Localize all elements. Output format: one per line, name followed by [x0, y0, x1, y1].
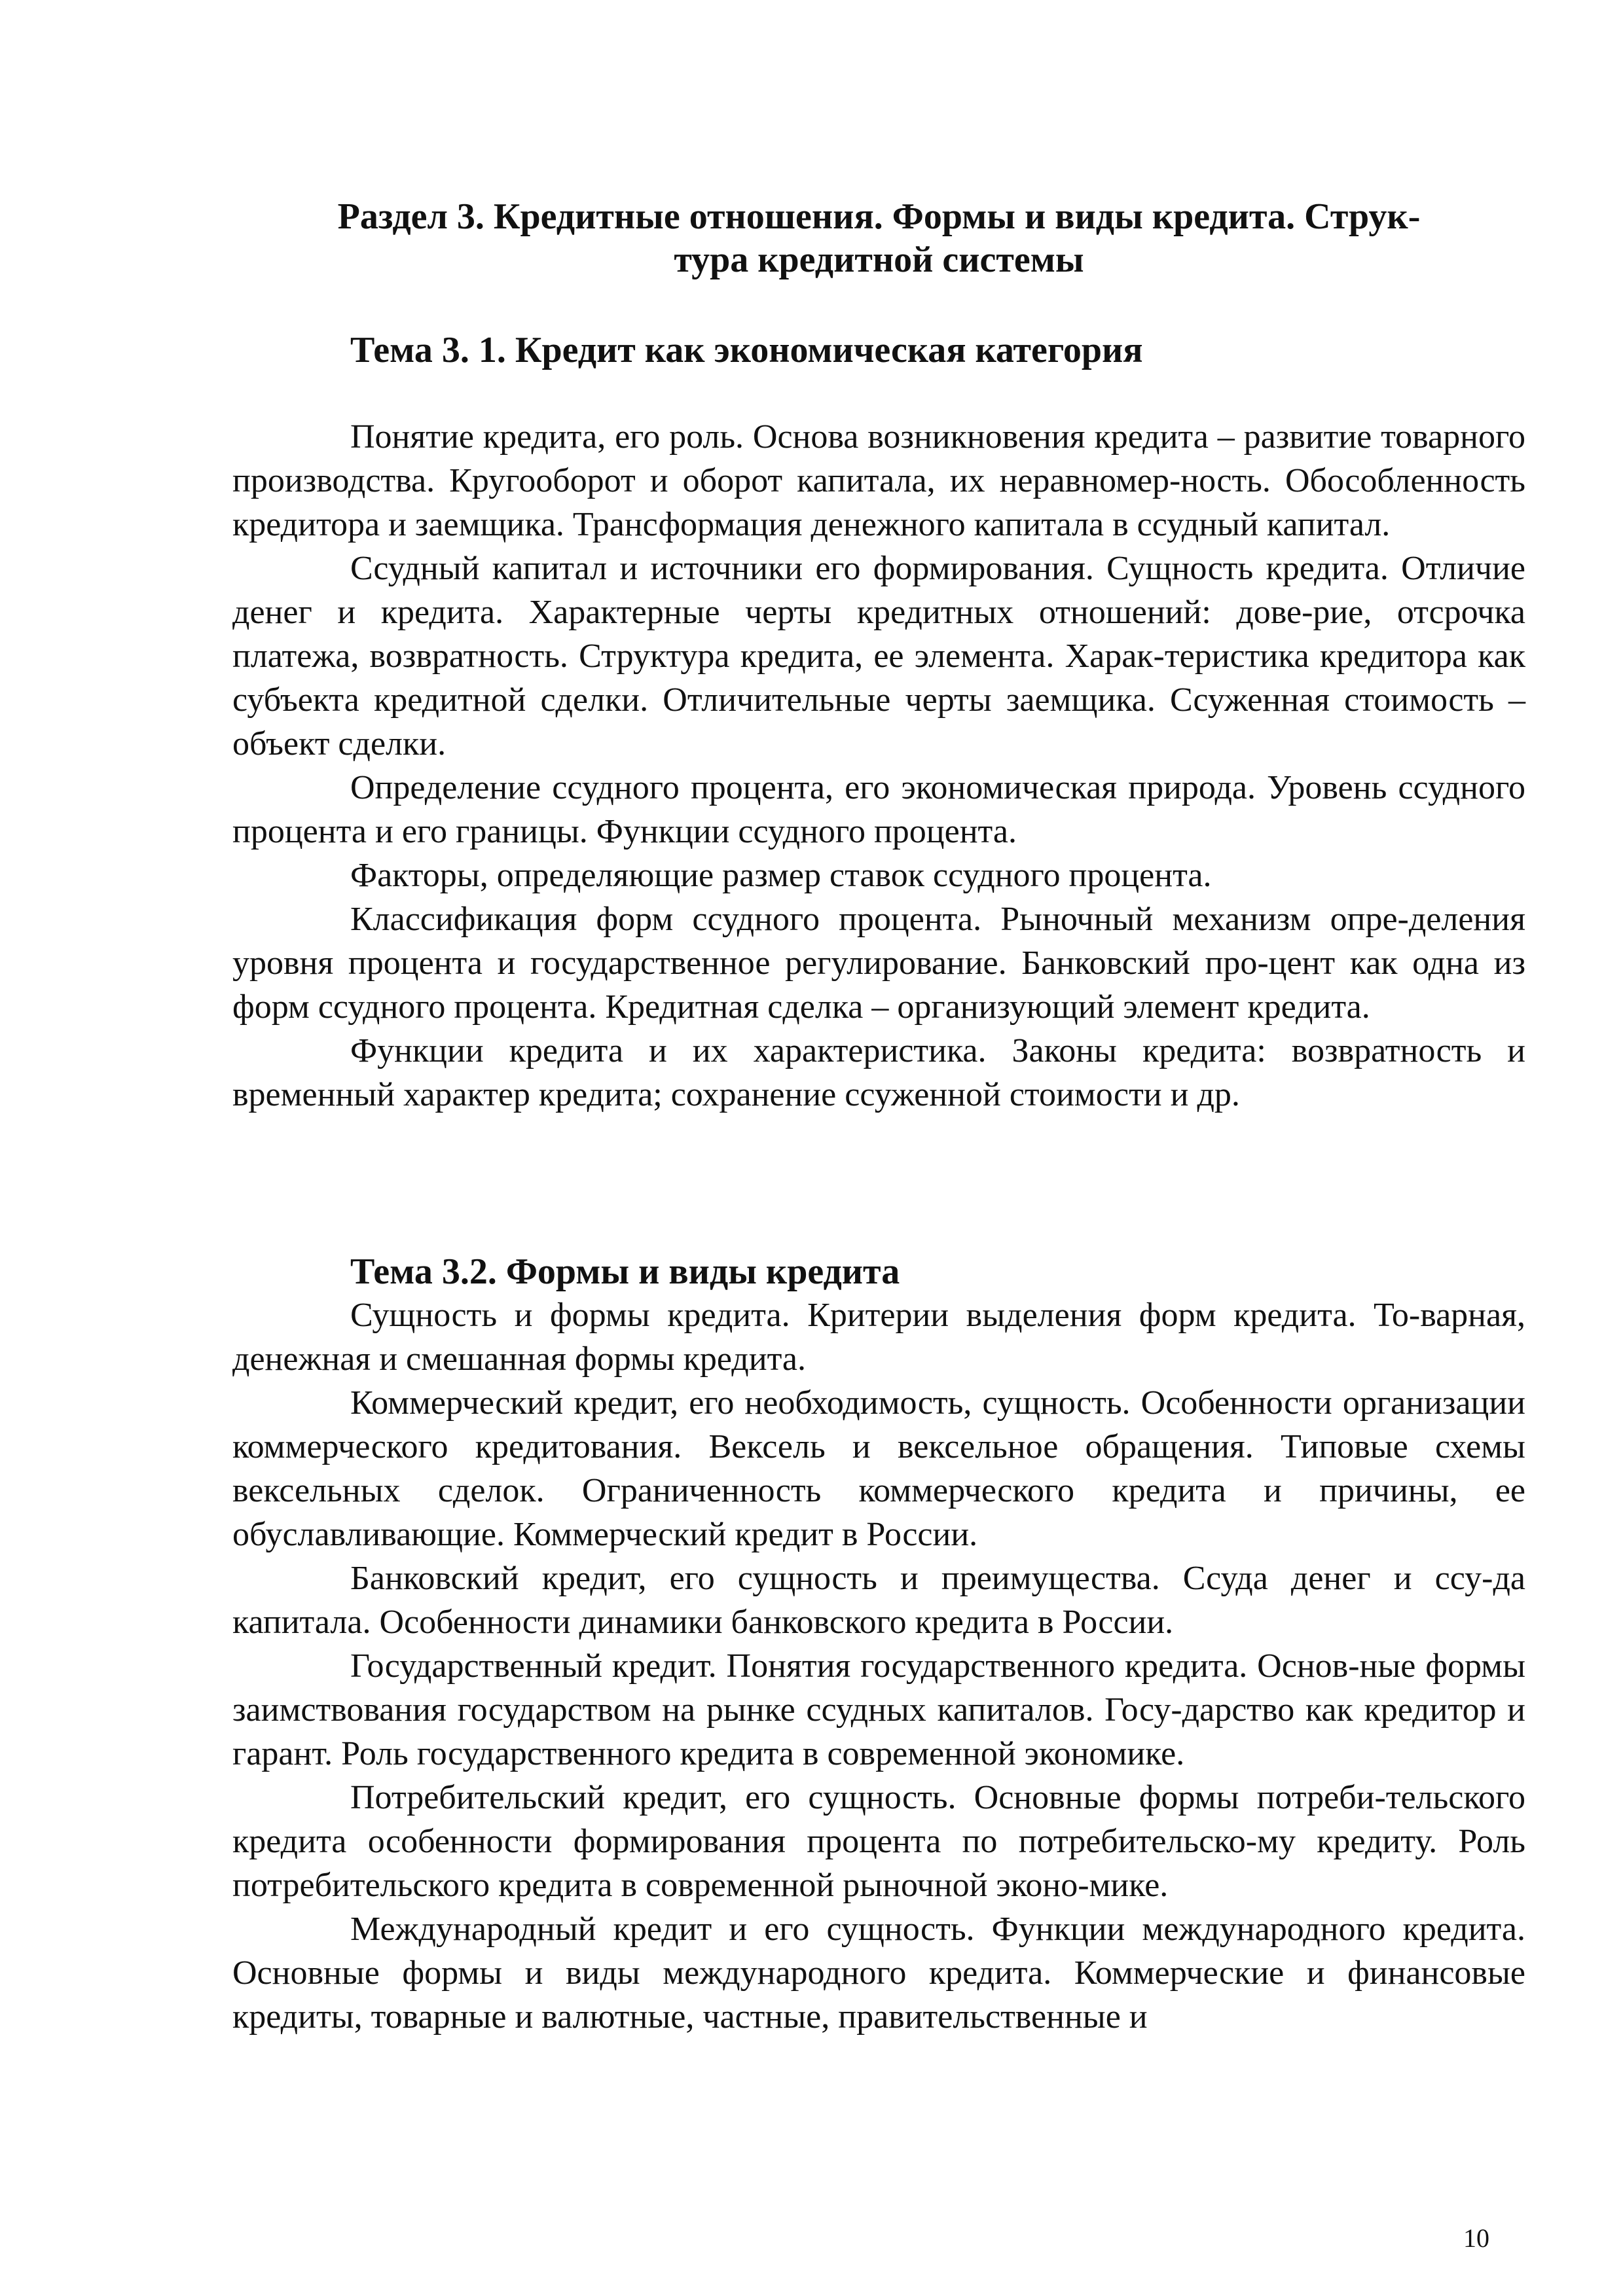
- topic-3-2-body: [232, 1293, 1525, 2039]
- paragraph: Ссудный капитал и источники его формирования. Сущность кредита. Отличие денег и кредита. Характерные черты кредитных отношений: дове-рие, отсрочка платежа, возвратность. Структура кредита, ее элемента. Харак-теристика кредитора как субъекта кредитной сделки. Отличительные черты заемщика. Ссуженная стоимость – объект сделки.: [232, 550, 1525, 762]
- topic-3-2-heading: Тема 3.2. Формы и виды кредита: [350, 1251, 900, 1292]
- page-number: 10: [1463, 2223, 1489, 2253]
- paragraph: Банковский кредит, его сущность и преимущества. Ссуда денег и ссу-да капитала. Особенности динамики банковского кредита в России.: [232, 1560, 1525, 1641]
- paragraph: Функции кредита и их характеристика. Законы кредита: возвратность и временный характер кредита; сохранение ссуженной стоимости и др.: [232, 1032, 1525, 1113]
- paragraph: Факторы, определяющие размер ставок ссудного процента.: [350, 857, 1212, 894]
- paragraph: Государственный кредит. Понятия государственного кредита. Основ-ные формы заимствования государством на рынке ссудных капиталов. Госу-дарство как кредитор и гарант. Роль государственного кредита в современной экономике.: [232, 1647, 1525, 1772]
- section-title-line-2: тура кредитной системы: [674, 240, 1084, 280]
- document-page: [232, 0, 1525, 2296]
- section-title: [232, 195, 1525, 281]
- paragraph: Международный кредит и его сущность. Функции международного кредита. Основные формы и виды международного кредита. Коммерческие и финансовые кредиты, товарные и валютные, частные, правительственные и: [232, 1910, 1525, 2036]
- paragraph: Сущность и формы кредита. Критерии выделения форм кредита. То-варная, денежная и смешанная формы кредита.: [232, 1297, 1525, 1378]
- paragraph: Понятие кредита, его роль. Основа возникновения кредита – развитие товарного производства. Кругооборот и оборот капитала, их неравномер-ность. Обособленность кредитора и заемщика. Трансформация денежного капитала в ссудный капитал.: [232, 418, 1525, 543]
- paragraph: Определение ссудного процента, его экономическая природа. Уровень ссудного процента и его границы. Функции ссудного процента.: [232, 769, 1525, 850]
- section-title-line-1: Раздел 3. Кредитные отношения. Формы и виды кредита. Струк-: [337, 196, 1421, 237]
- topic-3-1-body: [232, 415, 1525, 1117]
- paragraph: Классификация форм ссудного процента. Рыночный механизм опре-деления уровня процента и государственное регулирование. Банковский про-цент как одна из форм ссудного процента. Кредитная сделка – организующий элемент кредита.: [232, 901, 1525, 1026]
- topic-3-1-heading: Тема 3. 1. Кредит как экономическая категория: [350, 330, 1143, 370]
- paragraph: Потребительский кредит, его сущность. Основные формы потреби-тельского кредита особенности формирования процента по потребительско-му кредиту. Роль потребительского кредита в современной рыночной эконо-мике.: [232, 1779, 1525, 1904]
- paragraph: Коммерческий кредит, его необходимость, сущность. Особенности организации коммерческого кредитования. Вексель и вексельное обращения. Типовые схемы вексельных сделок. Ограниченность коммерческого кредита и причины, ее обуславливающие. Коммерческий кредит в России.: [232, 1384, 1525, 1553]
